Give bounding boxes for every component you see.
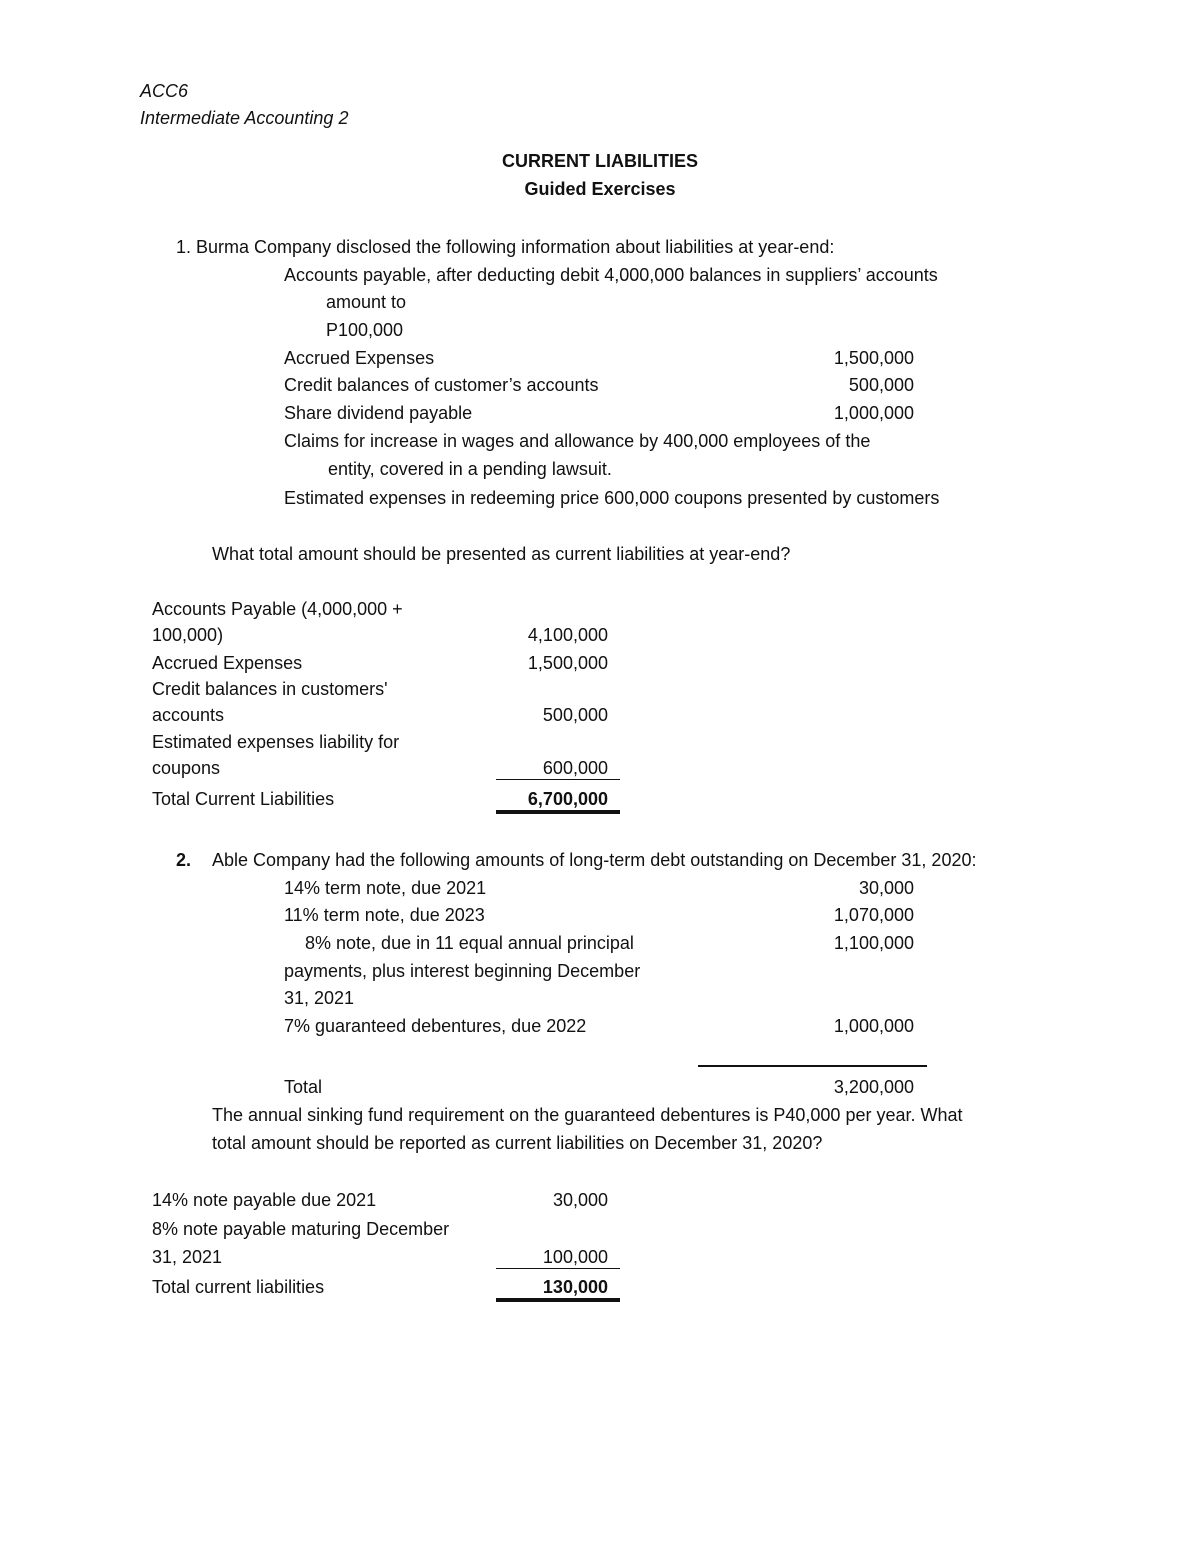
exercise2-prompt: Able Company had the following amounts of long-term debt outstanding on December 31, 2020: (212, 850, 977, 870)
ex1-item-accounts-payable-cont: amount to (326, 292, 407, 312)
exercise1-question: What total amount should be presented as current liabilities at year-end? (212, 544, 791, 564)
ex2-item-label: 7% guaranteed debentures, due 2022 (284, 1016, 587, 1036)
ex2-item-label-cont: 31, 2021 (284, 988, 355, 1008)
ex1-solution-label-cont: accounts (152, 705, 225, 725)
exercise2-question-cont: total amount should be reported as current liabilities on December 31, 2020? (212, 1133, 823, 1153)
ex2-solution-label-cont: 31, 2021 (152, 1247, 223, 1267)
ex2-solution-value: 30,000 (552, 1190, 608, 1210)
ex1-solution-value: 600,000 (496, 757, 620, 780)
ex1-solution-label: Accounts Payable (4,000,000 + (152, 599, 403, 619)
course-code: ACC6 (140, 81, 189, 101)
ex2-item-label-cont: payments, plus interest beginning December (284, 961, 641, 981)
ex1-item-label: Credit balances of customer’s accounts (284, 375, 599, 395)
page-title: CURRENT LIABILITIES (502, 151, 698, 171)
ex2-solution-value: 100,000 (496, 1246, 620, 1269)
ex1-solution-label: Estimated expenses liability for (152, 732, 400, 752)
page-subtitle: Guided Exercises (524, 179, 676, 199)
ex1-item-coupons: Estimated expenses in redeeming price 600,000 coupons presented by customers (284, 488, 940, 508)
ex1-item-value: 1,500,000 (833, 348, 914, 368)
ex1-total-label: Total Current Liabilities (152, 789, 335, 809)
ex2-item-value: 30,000 (858, 878, 914, 898)
ex2-total-rule (698, 1065, 927, 1067)
ex1-solution-label: Accrued Expenses (152, 653, 303, 673)
ex1-item-claims: Claims for increase in wages and allowance by 400,000 employees of the (284, 431, 871, 451)
ex2-total-solution-label: Total current liabilities (152, 1277, 325, 1297)
ex2-solution-label: 14% note payable due 2021 (152, 1190, 377, 1210)
ex1-item-accounts-payable: Accounts payable, after deducting debit 4,000,000 balances in suppliers’ accounts (284, 265, 938, 285)
ex2-item-label: 11% term note, due 2023 (284, 905, 485, 925)
ex2-item-value: 1,100,000 (833, 933, 914, 953)
ex1-item-accounts-payable-amount: P100,000 (326, 320, 404, 340)
ex2-item-label: 14% term note, due 2021 (284, 878, 487, 898)
ex2-total-label: Total (284, 1077, 323, 1097)
ex1-item-value: 500,000 (848, 375, 914, 395)
ex1-solution-value: 1,500,000 (527, 653, 608, 673)
ex1-solution-label-cont: 100,000) (152, 625, 224, 645)
ex1-total-value: 6,700,000 (496, 788, 620, 814)
ex1-item-label: Share dividend payable (284, 403, 473, 423)
exercise1-prompt: 1. Burma Company disclosed the following information about liabilities at year-end: (176, 237, 835, 257)
exercise2-question: The annual sinking fund requirement on the guaranteed debentures is P40,000 per year. What (212, 1105, 963, 1125)
ex2-item-value: 1,000,000 (833, 1016, 914, 1036)
ex1-solution-label-cont: coupons (152, 758, 221, 778)
ex1-solution-value: 4,100,000 (527, 625, 608, 645)
ex1-item-claims-cont: entity, covered in a pending lawsuit. (328, 459, 612, 479)
ex2-total-value: 3,200,000 (833, 1077, 914, 1097)
course-title: Intermediate Accounting 2 (140, 108, 349, 128)
ex2-item-value: 1,070,000 (833, 905, 914, 925)
exercise2-number: 2. (176, 850, 192, 870)
ex1-solution-label: Credit balances in customers' (152, 679, 388, 699)
ex2-solution-label: 8% note payable maturing December (152, 1219, 450, 1239)
ex1-solution-value: 500,000 (542, 705, 608, 725)
ex1-item-value: 1,000,000 (833, 403, 914, 423)
ex2-total-solution-value: 130,000 (496, 1276, 620, 1302)
ex1-item-label: Accrued Expenses (284, 348, 435, 368)
ex2-item-label: 8% note, due in 11 equal annual principal (305, 933, 634, 953)
